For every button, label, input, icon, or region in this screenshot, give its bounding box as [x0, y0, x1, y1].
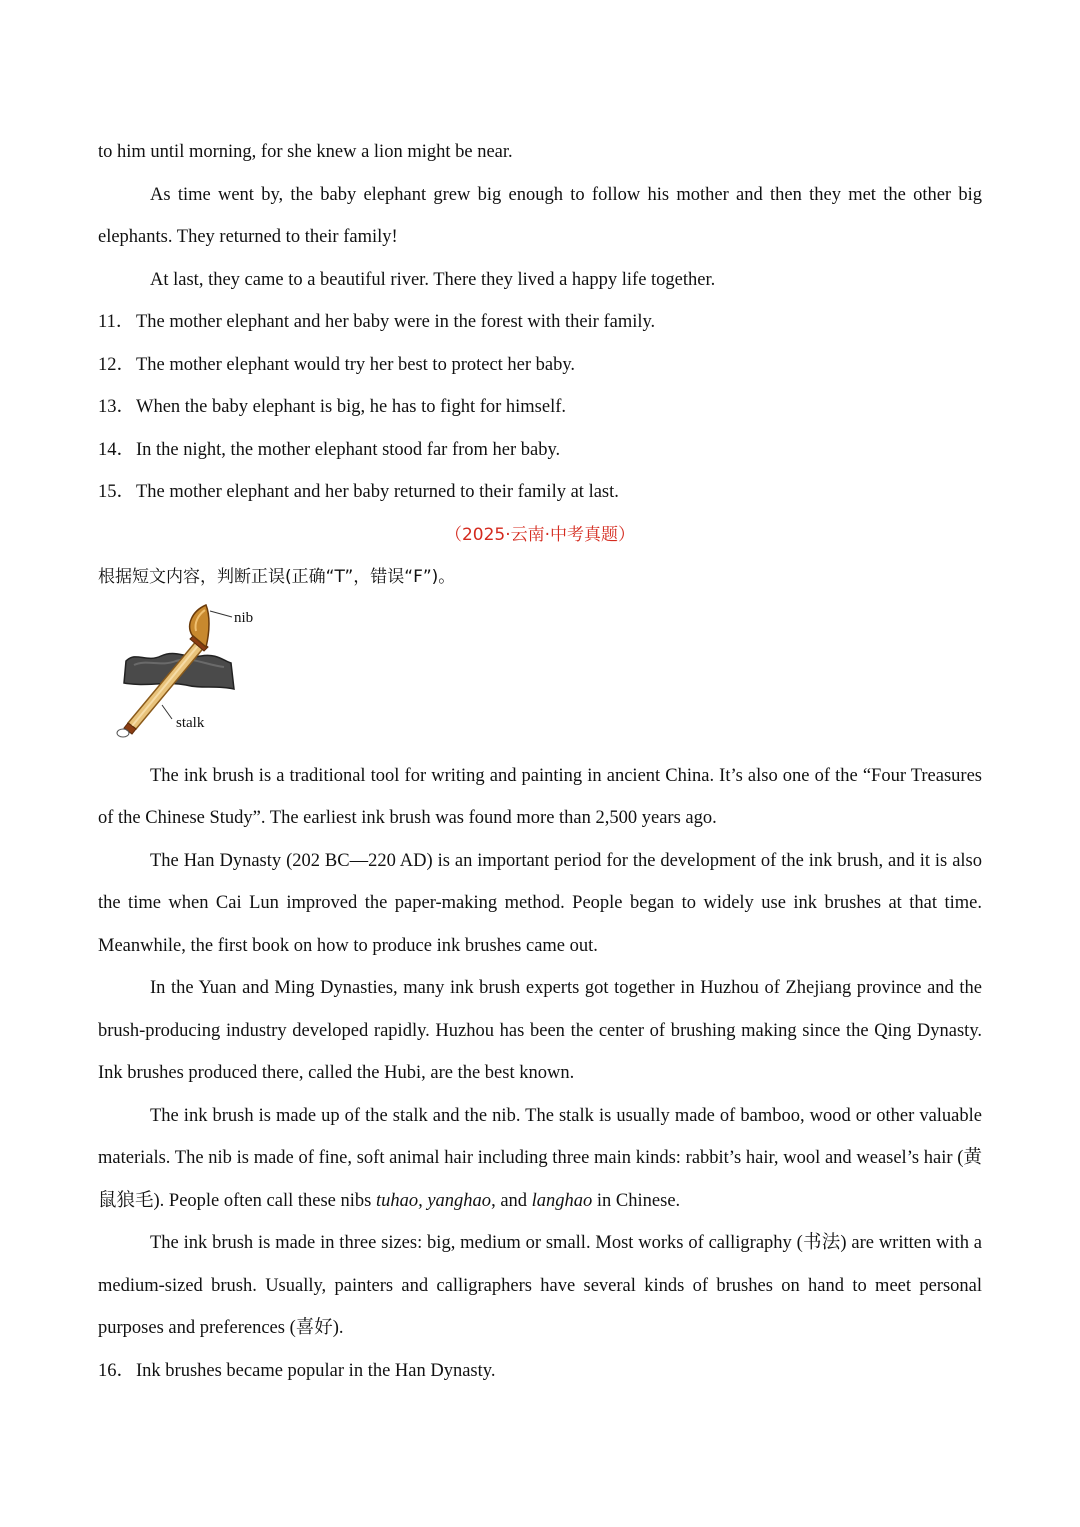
question-text: The mother elephant and her baby were in the forest with their family. — [136, 312, 656, 332]
question-text: The mother elephant would try her best to protect her baby. — [136, 354, 576, 375]
stalk-label: stalk — [176, 714, 205, 731]
nib-label: nib — [234, 609, 254, 626]
question-number: 14． — [98, 439, 136, 460]
question-list-b — [98, 1350, 982, 1393]
question-number: 11． — [98, 312, 135, 332]
question-text: The mother elephant and her baby returned to their family at last. — [136, 482, 619, 502]
ink-brush-figure — [106, 601, 306, 751]
passage-text: in Chinese. — [592, 1190, 681, 1211]
story-continuation: to him until morning, for she knew a lion might be near. — [98, 142, 513, 162]
question-item — [98, 301, 982, 344]
question-list-a — [98, 301, 982, 514]
question-text: Ink brushes became popular in the Han Dynasty. — [136, 1360, 496, 1381]
question-item — [98, 344, 982, 387]
passage-text: The ink brush is made up of the stalk and the nib. The stalk is usually made of bamboo, wood or other valuable materials. The nib is made of fine, soft animal hair including three main kinds: rabbit’s hair, wool and weasel’s hair (黄鼠狼毛). People often call these nibs — [98, 1105, 982, 1211]
story-paragraph: As time went by, the baby elephant grew big enough to follow his mother and then they met the other big elephants. They returned to their family! — [98, 184, 982, 247]
question-number: 12． — [98, 354, 136, 375]
question-text: In the night, the mother elephant stood far from her baby. — [136, 439, 561, 460]
question-number: 13． — [98, 397, 136, 417]
question-item — [98, 1350, 982, 1393]
question-number: 15． — [98, 482, 136, 502]
exam-source: （2025·云南·中考真题） — [444, 524, 636, 545]
passage-paragraph-5: The ink brush is made in three sizes: big, medium or small. Most works of calligraphy (书法) are written with a medium-sized brush. Usually, painters and calligraphers have several kinds of brushes on hand to meet personal purposes and preferences (喜好). — [98, 1233, 982, 1338]
passage-text: , and — [491, 1190, 532, 1211]
passage-paragraph-4 — [98, 1095, 982, 1223]
passage-paragraph-3: In the Yuan and Ming Dynasties, many ink brush experts got together in Huzhou of Zhejiang province and the brush-producing industry developed rapidly. Huzhou has been the center of brushing making since the Qing Dynasty. Ink brushes produced there, called the Hubi, are the best known. — [98, 978, 982, 1083]
story-paragraph: At last, they came to a beautiful river. There they lived a happy life together. — [150, 269, 716, 290]
passage-paragraph-1: The ink brush is a traditional tool for writing and painting in ancient China. It’s also one of the “Four Treasures of the Chinese Study”. The earliest ink brush was found more than 2,500 years ago. — [98, 765, 982, 828]
question-number: 16． — [98, 1360, 136, 1381]
ink-brush-illustration — [106, 601, 306, 751]
chinese-term: langhao — [531, 1190, 593, 1211]
chinese-term: tuhao, yanghao — [375, 1190, 492, 1211]
instruction: 根据短文内容，判断正误(正确“T”，错误“F”)。 — [98, 567, 456, 587]
question-text: When the baby elephant is big, he has to fight for himself. — [136, 397, 567, 417]
passage-paragraph-2: The Han Dynasty (202 BC—220 AD) is an important period for the development of the ink brush, and it is also the time when Cai Lun improved the paper-making method. People began to widely use ink brushes at that time. Meanwhile, the first book on how to produce ink brushes came out. — [98, 850, 982, 956]
question-item — [98, 429, 982, 472]
question-item — [98, 471, 982, 514]
question-item — [98, 386, 982, 429]
document-page — [98, 131, 982, 1392]
